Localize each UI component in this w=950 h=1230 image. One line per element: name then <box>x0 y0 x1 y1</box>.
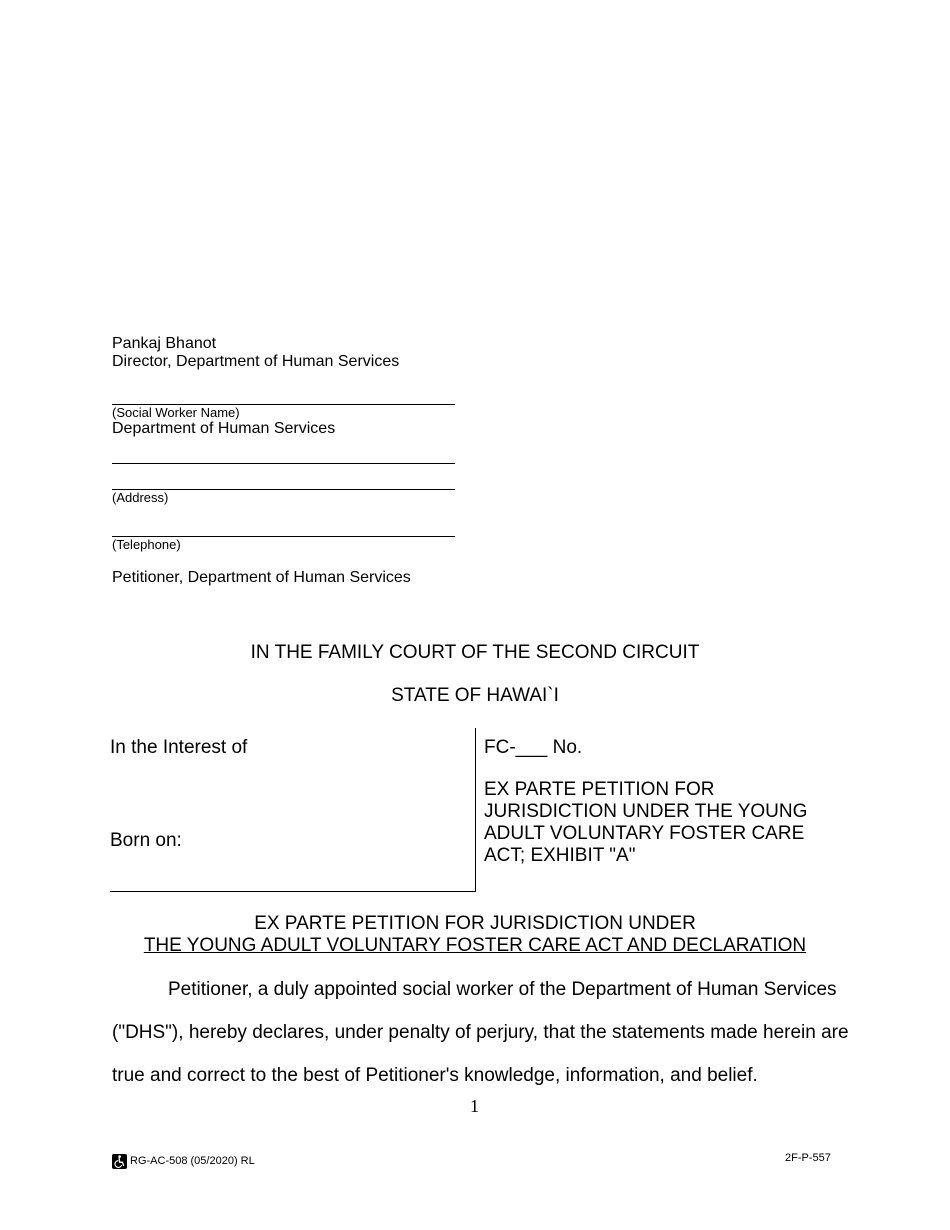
director-title: Director, Department of Human Services <box>112 353 400 370</box>
paragraph-line-1: Petitioner, a duly appointed social worker of the Department of Human Services <box>168 979 837 1000</box>
petition-heading-line1: EX PARTE PETITION FOR JURISDICTION UNDER <box>254 913 696 934</box>
telephone-label: (Telephone) <box>112 537 181 552</box>
court-name: IN THE FAMILY COURT OF THE SECOND CIRCUIT <box>250 642 700 663</box>
case-number: FC-___ No. <box>484 737 583 758</box>
director-name: Pankaj Bhanot <box>112 335 217 352</box>
caption-bottom-rule <box>110 891 476 892</box>
page-number: 1 <box>470 1096 479 1116</box>
caption-divider <box>475 728 476 892</box>
paragraph-line-2: ("DHS"), hereby declares, under penalty of perjury, that the statements made herein are <box>112 1022 849 1043</box>
petition-heading-line2-wrap <box>0 935 950 957</box>
born-on-label: Born on: <box>110 830 182 851</box>
wheelchair-accessibility-icon <box>112 1154 127 1169</box>
petition-heading-line2: THE YOUNG ADULT VOLUNTARY FOSTER CARE ACT AND DECLARATION <box>143 935 807 956</box>
document-title: EX PARTE PETITION FOR JURISDICTION UNDER THE YOUNG ADULT VOLUNTARY FOSTER CARE ACT; EXHIBIT "A" <box>484 779 808 866</box>
court-state: STATE OF HAWAI`I <box>391 685 559 706</box>
address-label: (Address) <box>112 490 169 505</box>
petitioner-label: Petitioner, Department of Human Services <box>112 569 411 586</box>
address-line-1[interactable] <box>112 463 455 464</box>
interest-of-label: In the Interest of <box>110 737 248 758</box>
department-name: Department of Human Services <box>112 420 336 437</box>
paragraph-line-3: true and correct to the best of Petitioner's knowledge, information, and belief. <box>112 1065 758 1086</box>
form-number: 2F-P-557 <box>785 1152 831 1164</box>
social-worker-name-label: (Social Worker Name) <box>112 405 240 420</box>
form-code: RG-AC-508 (05/2020) RL <box>130 1155 255 1167</box>
